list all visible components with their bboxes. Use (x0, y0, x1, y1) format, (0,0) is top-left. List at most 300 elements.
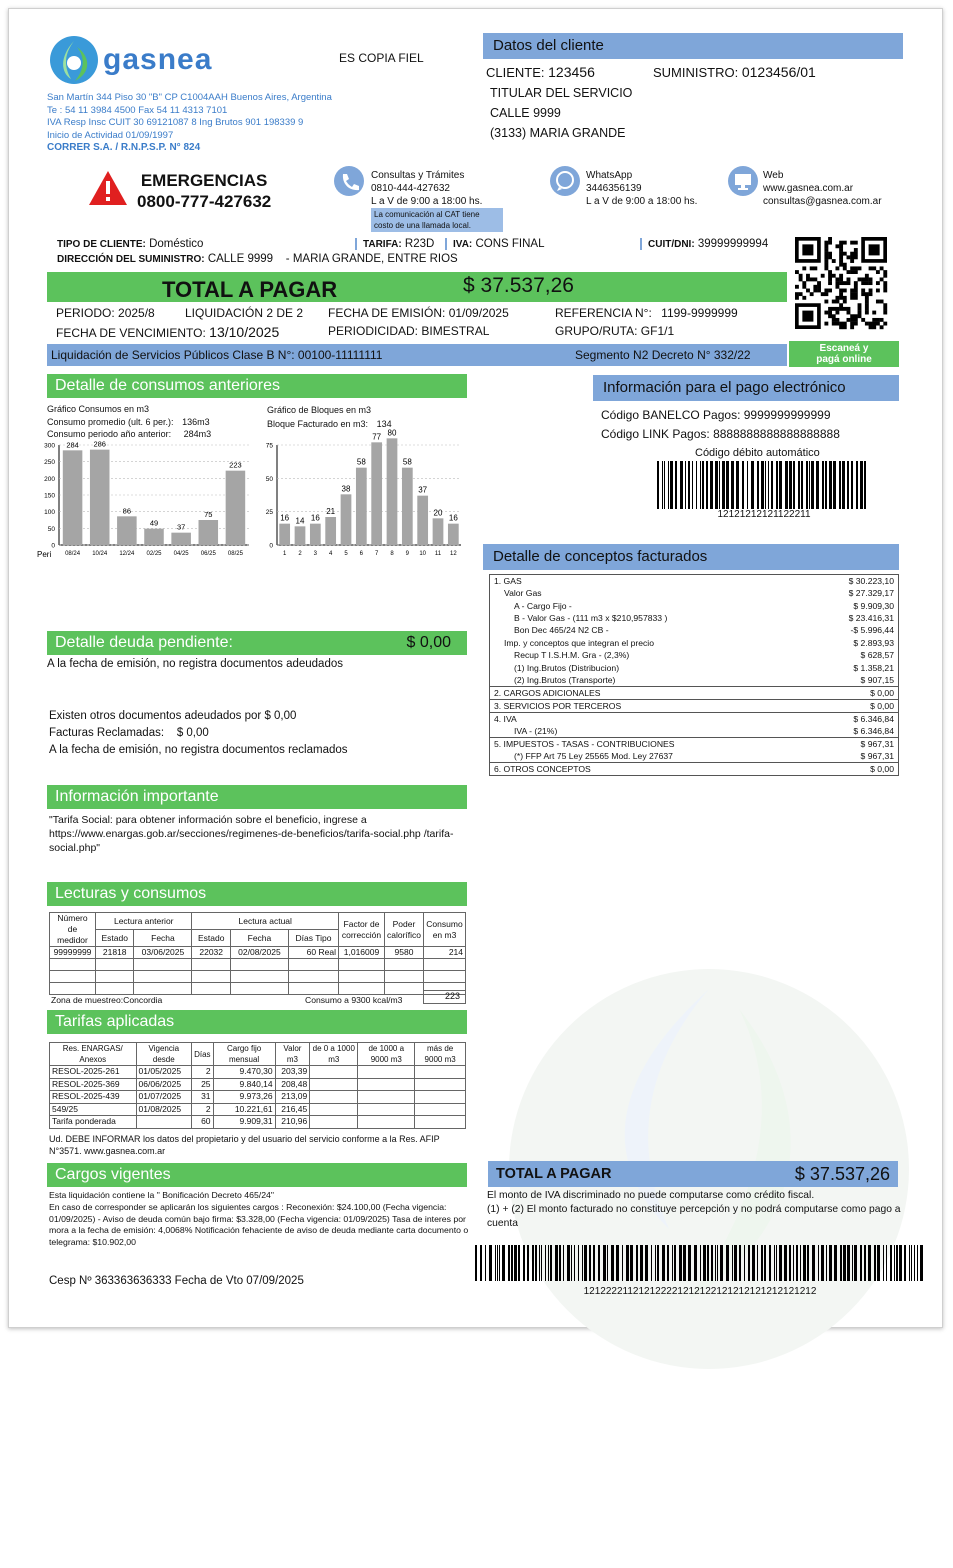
tarifa-cell (415, 1103, 466, 1116)
x-tick-label: 02/25 (146, 551, 162, 557)
vencimiento-value: 13/10/2025 (209, 324, 280, 340)
bar (356, 468, 367, 545)
concepto-label: IVA - (21%) (514, 725, 558, 736)
concepto-row (490, 575, 899, 588)
tipo-value: Doméstico (149, 238, 204, 250)
col-consumo: Consumo en m3 (424, 913, 466, 947)
col-factor: Factor de corrección (338, 913, 384, 947)
bar-value-label: 16 (448, 513, 458, 523)
tarifas-note: Ud. DEBE INFORMAR los datos del propietario y del usuario del servicio conforme a la Res. AFIP N°3571. www.gasnea.com.ar (49, 1134, 440, 1156)
bar-value-label: 58 (356, 457, 366, 467)
otros-documentos: Existen otros documentos adeudados por $ 0,00 (49, 710, 297, 722)
total-bottom-label: TOTAL A PAGAR (496, 1166, 612, 1182)
x-axis-label: Peri (37, 550, 52, 559)
tarifa-cell: Tarifa ponderada (50, 1116, 137, 1129)
chart1-title: Gráfico Consumos en m3 (47, 404, 150, 414)
whatsapp-icon (549, 165, 581, 197)
correr-line: CORRER S.A. / R.N.P.S.P. N° 824 (47, 142, 201, 153)
bar-value-label: 20 (433, 508, 443, 518)
flame-logo-icon (47, 33, 101, 87)
anterior-value: 284m3 (183, 429, 212, 439)
concepto-amount: $ 0,00 (808, 762, 899, 775)
calle-line: CALLE 9999 (490, 106, 561, 120)
tarifa-cell (415, 1066, 466, 1079)
banelco-code: Código BANELCO Pagos: 9999999999999 (601, 408, 831, 422)
segmento-label: Segmento N2 Decreto N° 332/22 (575, 348, 751, 362)
cliente-number: 123456 (548, 64, 595, 80)
x-tick-label: 7 (374, 551, 379, 557)
qr-label: Escaneá y pagá online (789, 341, 899, 367)
grupo-value: GF1/1 (640, 324, 675, 338)
consultas-hours: L a V de 9:00 a 18:00 hs. (371, 196, 483, 207)
total-bar (47, 272, 787, 302)
company-name: gasnea (103, 43, 213, 76)
tax-line: IVA Resp Insc CUIT 30 69121087 8 Ing Brutos 901 198339 9 (47, 117, 304, 128)
tarifa-col-header: Valor m3 (275, 1043, 310, 1066)
y-tick-label: 200 (44, 475, 55, 483)
tarifa-cell: 9.973,26 (213, 1091, 275, 1104)
concepto-label: Imp. y conceptos que integran el precio (504, 637, 655, 648)
x-tick-label: 8 (390, 551, 394, 557)
periodicidad-value: BIMESTRAL (421, 324, 490, 338)
liquidacion-label: LIQUIDACIÓN 2 DE 2 (185, 306, 304, 320)
percepcion-note: (1) + (2) El monto facturado no constituye percepción y no podrá computarse como pago a cuenta (487, 1204, 901, 1229)
concepto-label: 4. IVA (490, 712, 808, 725)
bar-value-label: 16 (280, 513, 290, 523)
bar-value-label: 284 (66, 440, 79, 450)
copia-fiel-label: ES COPIA FIEL (339, 51, 424, 65)
concepto-label: Recup T I.S.H.M. Gra - (2,3%) (514, 650, 630, 661)
bar (295, 526, 306, 545)
bar (90, 450, 110, 545)
iva-value: CONS FINAL (475, 238, 545, 250)
concepto-row (490, 686, 899, 699)
tarifa-col-header: de 0 a 1000 m3 (310, 1043, 358, 1066)
tarifa-cell: 9.470,30 (213, 1066, 275, 1079)
tarifa-cell: RESOL-2025-261 (50, 1066, 137, 1079)
concepto-label: (*) FFP Art 75 Ley 25565 Mod. Ley 27637 (514, 750, 673, 761)
x-tick-label: 10/24 (92, 551, 108, 557)
col-fecha-act: Fecha (230, 930, 288, 947)
tarifa-cell (136, 1116, 192, 1129)
periodo-label: PERIODO: (56, 306, 115, 320)
concepto-row (490, 750, 899, 763)
x-tick-label: 06/25 (200, 551, 216, 557)
whatsapp-phone: 3446356139 (586, 183, 642, 194)
anterior-label: Consumo periodo año anterior: (47, 429, 172, 439)
consumo-9300-label: Consumo a 9300 kcal/m3 (305, 995, 403, 1005)
whatsapp-title: WhatsApp (586, 170, 633, 181)
x-tick-label: 3 (313, 551, 318, 557)
tarifa-col-header: Vigencia desde (136, 1043, 192, 1066)
x-tick-label: 10 (419, 551, 427, 557)
payment-barcode[interactable] (475, 1245, 925, 1281)
web-title: Web (763, 170, 784, 181)
importante-header: Información importante (47, 785, 467, 809)
tarifa-cell: RESOL-2025-439 (50, 1091, 137, 1104)
concepto-amount: $ 628,57 (860, 650, 894, 661)
tarifa-cell: 01/08/2025 (136, 1103, 192, 1116)
tarifa-cell: 210,96 (275, 1116, 310, 1129)
suministro-label: SUMINISTRO: (653, 65, 739, 80)
cargos-text (49, 1190, 471, 1249)
bloque-value: 134 (376, 419, 392, 429)
concepto-amount: $ 2.893,93 (853, 637, 894, 648)
y-tick-label: 50 (265, 475, 273, 483)
concepto-label: B - Valor Gas - (111 m3 x $210,957833 ) (514, 612, 668, 623)
deuda-line: A la fecha de emisión, no registra documentos adeudados (47, 658, 343, 670)
lectura-row: 99999999 21818 03/06/2025 22032 02/08/2025 60 Real 1,016009 9580 214 (50, 947, 466, 959)
x-tick-label: 1 (282, 551, 287, 557)
tarifa-cell: 01/05/2025 (136, 1066, 192, 1079)
concepto-amount: $ 967,31 (860, 750, 894, 761)
x-tick-label: 08/24 (65, 551, 81, 557)
bar-value-label: 75 (204, 510, 213, 519)
concepto-row (490, 737, 899, 750)
concepto-row (490, 649, 899, 661)
consumo-9300-value: 223 (423, 990, 466, 1004)
suministro-number: 0123456/01 (741, 64, 816, 80)
x-tick-label: 9 (405, 551, 410, 557)
tarifa-row (50, 1078, 466, 1091)
grupo-label: GRUPO/RUTA: (555, 324, 638, 338)
bar (171, 533, 191, 545)
bar (310, 524, 321, 545)
x-tick-label: 12/24 (119, 551, 135, 557)
tarifa-row (50, 1091, 466, 1104)
concepto-amount: $ 967,31 (808, 737, 899, 750)
iva-label: IVA: (453, 239, 473, 250)
concepto-row (490, 712, 899, 725)
bar (387, 438, 398, 545)
tarifa-cell (310, 1066, 358, 1079)
company-logo (47, 33, 213, 92)
bloque-label: Bloque Facturado en m3: (267, 419, 369, 429)
concepto-row (490, 587, 899, 599)
tarifas-header: Tarifas aplicadas (47, 1010, 467, 1034)
bloques-bar-chart (253, 428, 463, 557)
tarifa-cell: 10.221,61 (213, 1103, 275, 1116)
concepto-amount: $ 23.416,31 (848, 612, 894, 623)
whatsapp-hours: L a V de 9:00 a 18:00 hs. (586, 196, 698, 207)
tarifa-cell: 60 (192, 1116, 213, 1129)
tarifa-col-header: de 1000 a 9000 m3 (358, 1043, 415, 1066)
y-tick-label: 150 (44, 492, 55, 500)
y-tick-label: 75 (265, 442, 273, 450)
referencia-label: REFERENCIA N°: (555, 306, 652, 320)
col-estado-act: Estado (192, 930, 230, 947)
tarifa-cell (310, 1091, 358, 1104)
tarifa-cell (358, 1066, 415, 1079)
bar-value-label: 86 (122, 506, 132, 516)
bar-value-label: 80 (387, 428, 397, 438)
bar-value-label: 286 (93, 439, 106, 449)
cliente-label: CLIENTE: (486, 65, 545, 80)
consultas-block (371, 169, 503, 232)
tarifa-col-header: Cargo fijo mensual (213, 1043, 275, 1066)
total-notes (487, 1189, 907, 1231)
cesp-line: Cesp Nº 363363636333 Fecha de Vto 07/09/2025 (49, 1275, 304, 1287)
col-lectura-anterior: Lectura anterior (96, 913, 192, 930)
tarifa-cell (310, 1103, 358, 1116)
tarifa-col-header: Res. ENARGAS/ Anexos (50, 1043, 137, 1066)
concepto-label: 3. SERVICIOS POR TERCEROS (490, 699, 808, 712)
bar (371, 442, 382, 545)
phone-line: Te : 54 11 3984 4500 Fax 54 11 4313 7101 (47, 104, 228, 116)
link-code: Código LINK Pagos: 8888888888888888888 (601, 427, 840, 441)
start-line: Inicio de Actividad 01/09/1997 (47, 129, 174, 141)
y-tick-label: 0 (269, 542, 273, 550)
concepto-amount: $ 6.346,84 (808, 712, 899, 725)
x-tick-label: 2 (298, 551, 302, 557)
tarifa-row (50, 1066, 466, 1079)
cliente-header: Datos del cliente (483, 33, 903, 59)
tarifa-cell (415, 1078, 466, 1091)
facturas-reclamadas: Facturas Reclamadas: $ 0,00 (49, 727, 209, 739)
col-poder: Poder calorífico (384, 913, 423, 947)
col-medidor: Número de medidor (50, 913, 96, 947)
consultas-title: Consultas y Trámites (371, 170, 465, 181)
cargos-line1: Esta liquidación contiene la " Bonificación Decreto 465/24" (49, 1190, 274, 1200)
tarifa-cell: 549/25 (50, 1103, 137, 1116)
tarifa-label: TARIFA: (363, 239, 402, 250)
concepto-row (490, 661, 899, 673)
concepto-row (490, 725, 899, 738)
tarifa-cell: 213,09 (275, 1091, 310, 1104)
cargos-header: Cargos vigentes (47, 1163, 467, 1187)
bar (402, 468, 413, 545)
chart2-caption (267, 403, 392, 431)
tarifa-cell: 216,45 (275, 1103, 310, 1116)
debito-label: Código débito automático (695, 447, 820, 459)
bar (279, 524, 290, 545)
col-lectura-actual: Lectura actual (192, 913, 339, 930)
concepto-row (490, 599, 899, 611)
phone-icon (333, 165, 365, 197)
bar (433, 518, 444, 545)
concepto-amount: -$ 5.996,44 (850, 625, 894, 636)
tarifa-row (50, 1116, 466, 1129)
concepto-amount: $ 6.346,84 (853, 725, 894, 736)
web-monitor-icon (727, 165, 759, 197)
bar-value-label: 16 (310, 513, 320, 523)
x-tick-label: 12 (449, 551, 457, 557)
pago-codes (601, 406, 840, 444)
concepto-label: 5. IMPUESTOS - TASAS - CONTRIBUCIONES (490, 737, 808, 750)
email-link[interactable]: consultas@gasnea.com.ar (763, 196, 882, 207)
y-tick-label: 250 (44, 459, 55, 467)
tarifa-cell (310, 1116, 358, 1129)
liquidacion-number: Liquidación de Servicios Públicos Clase B N°: 00100-11111111 (51, 348, 383, 362)
importante-text: "Tarifa Social: para obtener información sobre el beneficio, ingrese a https://www.enargas.gob.ar/secciones/regimenes-de-beneficios/tarifa-social.php /tarifa-social.php" (49, 814, 454, 854)
x-tick-label: 08/25 (227, 551, 243, 557)
concepto-label: A - Cargo Fijo - (514, 600, 572, 611)
tarifa-cell: 06/06/2025 (136, 1078, 192, 1091)
pago-header: Información para el pago electrónico (593, 375, 899, 401)
bar-value-label: 58 (402, 457, 412, 467)
debito-barcode-number: 12121212121122211 (717, 509, 811, 520)
x-tick-label: 5 (344, 551, 348, 557)
tarifa-cell (358, 1091, 415, 1104)
chart2-title: Gráfico de Bloques en m3 (267, 405, 372, 415)
bar-value-label: 77 (372, 432, 382, 442)
bar-value-label: 38 (341, 484, 351, 494)
emision-label: FECHA DE EMISIÓN: (328, 306, 446, 320)
invoice-page (8, 8, 943, 1328)
y-tick-label: 300 (44, 442, 55, 450)
total-label: TOTAL A PAGAR (162, 277, 338, 302)
concepto-amount: $ 0,00 (808, 686, 899, 699)
cuit-label: CUIT/DNI: (648, 239, 695, 250)
bar-value-label: 21 (326, 507, 336, 516)
tarifa-cell (310, 1078, 358, 1091)
tarifa-cell (358, 1116, 415, 1129)
bar (226, 471, 246, 545)
total-bottom-amount: $ 37.537,26 (794, 1164, 890, 1184)
x-tick-label: 11 (434, 551, 442, 557)
cat-note: La comunicación al CAT tiene costo de una llamada local. (371, 208, 503, 232)
y-tick-label: 100 (44, 509, 55, 517)
web-link[interactable]: www.gasnea.com.ar (763, 183, 854, 194)
concepto-amount: $ 27.329,17 (848, 588, 894, 599)
tarifa-row (50, 1103, 466, 1116)
qr-code[interactable] (795, 237, 887, 329)
emergencias-phone: 0800-777-427632 (137, 192, 272, 211)
consumos-bar-chart (31, 437, 251, 557)
tarifa-cell: 2 (192, 1066, 213, 1079)
bar (117, 516, 137, 545)
direccion-label: DIRECCIÓN DEL SUMINISTRO: (57, 254, 205, 265)
emergencias-block (137, 170, 271, 212)
vencimiento-label: FECHA DE VENCIMIENTO: (56, 326, 206, 340)
tarifa-cell (358, 1103, 415, 1116)
x-tick-label: 4 (328, 551, 333, 557)
tarifa-cell: 208,48 (275, 1078, 310, 1091)
col-fecha-ant: Fecha (134, 930, 192, 947)
web-block (763, 169, 882, 208)
concepto-row (490, 637, 899, 649)
concepto-label: (1) Ing.Brutos (Distribucion) (514, 662, 620, 673)
deuda-detalle (49, 708, 348, 759)
x-tick-label: 6 (359, 551, 364, 557)
tarifa-cell: 31 (192, 1091, 213, 1104)
tarifa-cell (415, 1091, 466, 1104)
total-bar-bottom (488, 1161, 898, 1187)
bar-value-label: 37 (176, 522, 186, 532)
bar-value-label: 223 (229, 460, 242, 470)
bar (144, 529, 164, 545)
tarifa-col-header: Días (192, 1043, 213, 1066)
y-tick-label: 25 (265, 509, 273, 517)
conceptos-table (489, 574, 899, 776)
lecturas-header: Lecturas y consumos (47, 882, 467, 906)
conceptos-header: Detalle de conceptos facturados (483, 544, 899, 570)
address-line: San Martín 344 Piso 30 "B" CP C1004AAH Buenos Aires, Argentina (47, 92, 332, 103)
bar-value-label: 14 (295, 516, 305, 526)
bar-value-label: 49 (149, 518, 159, 528)
referencia-value: 1199-9999999 (661, 306, 738, 320)
concepto-label: Valor Gas (504, 588, 542, 599)
client-info-row (57, 238, 807, 270)
concepto-amount: $ 907,15 (860, 674, 894, 685)
bar (341, 494, 352, 545)
tarifa-cell (415, 1116, 466, 1129)
tarifa-cell: 2 (192, 1103, 213, 1116)
consultas-phone: 0810-444-427632 (371, 183, 450, 194)
lecturas-table (49, 912, 466, 995)
concepto-row (490, 699, 899, 712)
bar-value-label: 37 (418, 485, 428, 495)
bar (325, 517, 336, 545)
promedio-value: 136m3 (182, 416, 210, 427)
bar (417, 496, 428, 545)
col-estado-ant: Estado (96, 930, 134, 947)
periodicidad-label: PERIODICIDAD: (328, 324, 419, 338)
deuda-header (47, 631, 467, 655)
whatsapp-block (586, 169, 697, 208)
tarifa-cell: RESOL-2025-369 (50, 1078, 137, 1091)
cargos-line2: En caso de corresponder se aplicarán los siguientes cargos : Reconexión: $24.100,00 (Fecha vigencia: 01/09/2025) - Aviso de deuda común bajo firma: $3.328,00 (Fecha vigencia: 01/09/2025) Tasa de interes por mora a la fecha de emisión: 4,0068% Notificación fehaciente de aviso de deuda mediante carta documento o telegrama: $10.902,00 (49, 1201, 469, 1248)
tarifa-cell: 01/07/2025 (136, 1091, 192, 1104)
y-tick-label: 50 (47, 525, 55, 533)
cuit-value: 39999999994 (697, 238, 769, 250)
tarifa-cell: 25 (192, 1078, 213, 1091)
reclamados-line: A la fecha de emisión, no registra documentos reclamados (49, 744, 348, 756)
concepto-row (490, 624, 899, 636)
tarifa-cell (358, 1078, 415, 1091)
consumos-header: Detalle de consumos anteriores (47, 374, 467, 398)
emergencias-label: EMERGENCIAS (140, 171, 268, 190)
iva-note: El monto de IVA discriminado no puede computarse como crédito fiscal. (487, 1190, 815, 1201)
tarifa-cell: 9.840,14 (213, 1078, 275, 1091)
emision-value: 01/09/2025 (448, 306, 509, 320)
deuda-title: Detalle deuda pendiente: (55, 634, 233, 651)
concepto-label: Bon Dec 465/24 N2 CB - (514, 625, 609, 636)
concepto-label: 1. GAS (494, 576, 522, 586)
total-amount: $ 37.537,26 (463, 274, 574, 297)
payment-barcode-number: 121222211212122221212122121212121212121212 (583, 1286, 817, 1297)
concepto-row (490, 762, 899, 775)
concepto-row (490, 674, 899, 687)
concepto-label: (2) Ing.Brutos (Transporte) (514, 674, 616, 685)
warning-icon (87, 169, 129, 207)
concepto-label: 2. CARGOS ADICIONALES (490, 686, 808, 699)
bar (448, 524, 459, 545)
col-dias-tipo: Días Tipo (288, 930, 338, 947)
tarifa-col-header: más de 9000 m3 (415, 1043, 466, 1066)
direccion-value: CALLE 9999 - MARIA GRANDE, ENTRE RIOS (207, 253, 458, 265)
y-tick-label: 0 (51, 542, 55, 550)
concepto-amount: $ 9.909,30 (853, 600, 894, 611)
concepto-amount: $ 30.223,10 (848, 576, 894, 586)
bar (199, 520, 219, 545)
localidad-line: (3133) MARIA GRANDE (490, 126, 626, 140)
tarifas-table (49, 1042, 466, 1129)
debito-barcode[interactable] (657, 461, 871, 509)
concepto-label: 6. OTROS CONCEPTOS (490, 762, 808, 775)
zona-muestreo: Zona de muestreo:Concordia (51, 995, 163, 1005)
concepto-amount: $ 0,00 (808, 699, 899, 712)
cliente-block (486, 64, 906, 143)
tarifa-cell: 9.909,31 (213, 1116, 275, 1129)
x-tick-label: 04/25 (173, 551, 189, 557)
periodo-value: 2025/8 (118, 306, 155, 320)
bar (63, 450, 83, 545)
concepto-row (490, 612, 899, 624)
tipo-label: TIPO DE CLIENTE: (57, 239, 146, 250)
periodo-block (56, 306, 786, 344)
chart1-caption (47, 403, 211, 441)
